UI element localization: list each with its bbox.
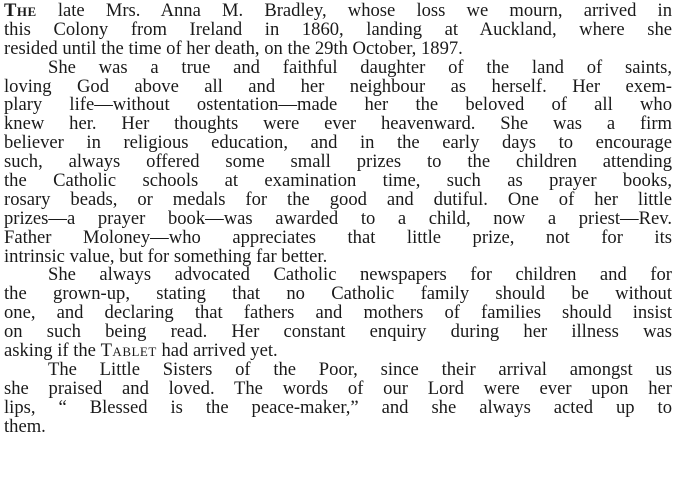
line-text: intrinsic value, but for something far better.: [4, 245, 328, 267]
line-text: She was a true and faithful daughter of the land of saints,: [48, 56, 672, 78]
article-body: [4, 2, 672, 436]
line-text: the Catholic schools at examination time, such as prayer books,: [4, 170, 672, 192]
line-text: rosary beads, or medals for the good and dutiful. One of her little: [4, 188, 672, 210]
text-line: [4, 415, 672, 437]
line-text: resided until the time of her death, on the 29th October, 1897.: [4, 37, 463, 59]
line-text: on such being read. Her constant enquiry during her illness was: [4, 321, 672, 343]
line-text: them.: [4, 415, 46, 437]
line-text: She always advocated Catholic newspapers for children and for: [48, 264, 672, 286]
line-text: prizes—a prayer book—was awarded to a child, now a priest—Rev.: [4, 207, 672, 229]
line-text: this Colony from Ireland in 1860, landing at Auckland, where she: [4, 18, 672, 40]
text-line: [4, 396, 672, 418]
line-text-continued: had arrived yet.: [156, 340, 278, 362]
line-text-continued: late Mrs. Anna M. Bradley, whose loss we mourn, arrived in: [36, 0, 672, 21]
line-text: lips, “ Blessed is the peace-maker,” and she always acted up to: [4, 396, 672, 418]
publication-name: Tablet: [100, 340, 157, 362]
line-text: asking if the: [4, 340, 101, 362]
line-text: the grown-up, stating that no Catholic family should be without: [4, 283, 672, 305]
line-text: Father Moloney—who appreciates that little prize, not for its: [4, 226, 672, 248]
line-text: believer in religious education, and in the early days to encourage: [4, 132, 672, 154]
line-text: plary life—without ostentation—made her the beloved of all who: [4, 94, 672, 116]
line-text: The Little Sisters of the Poor, since their arrival amongst us: [48, 358, 672, 380]
line-text: one, and declaring that fathers and mothers of families should insist: [4, 302, 672, 324]
lead-word: The: [4, 0, 37, 21]
line-text: she praised and loved. The words of our Lord were ever upon her: [4, 377, 672, 399]
line-text: loving God above all and her neighbour as herself. Her exem-: [4, 75, 672, 97]
line-text: such, always offered some small prizes to the children attending: [4, 151, 672, 173]
line-text: knew her. Her thoughts were ever heavenward. She was a firm: [4, 113, 672, 135]
